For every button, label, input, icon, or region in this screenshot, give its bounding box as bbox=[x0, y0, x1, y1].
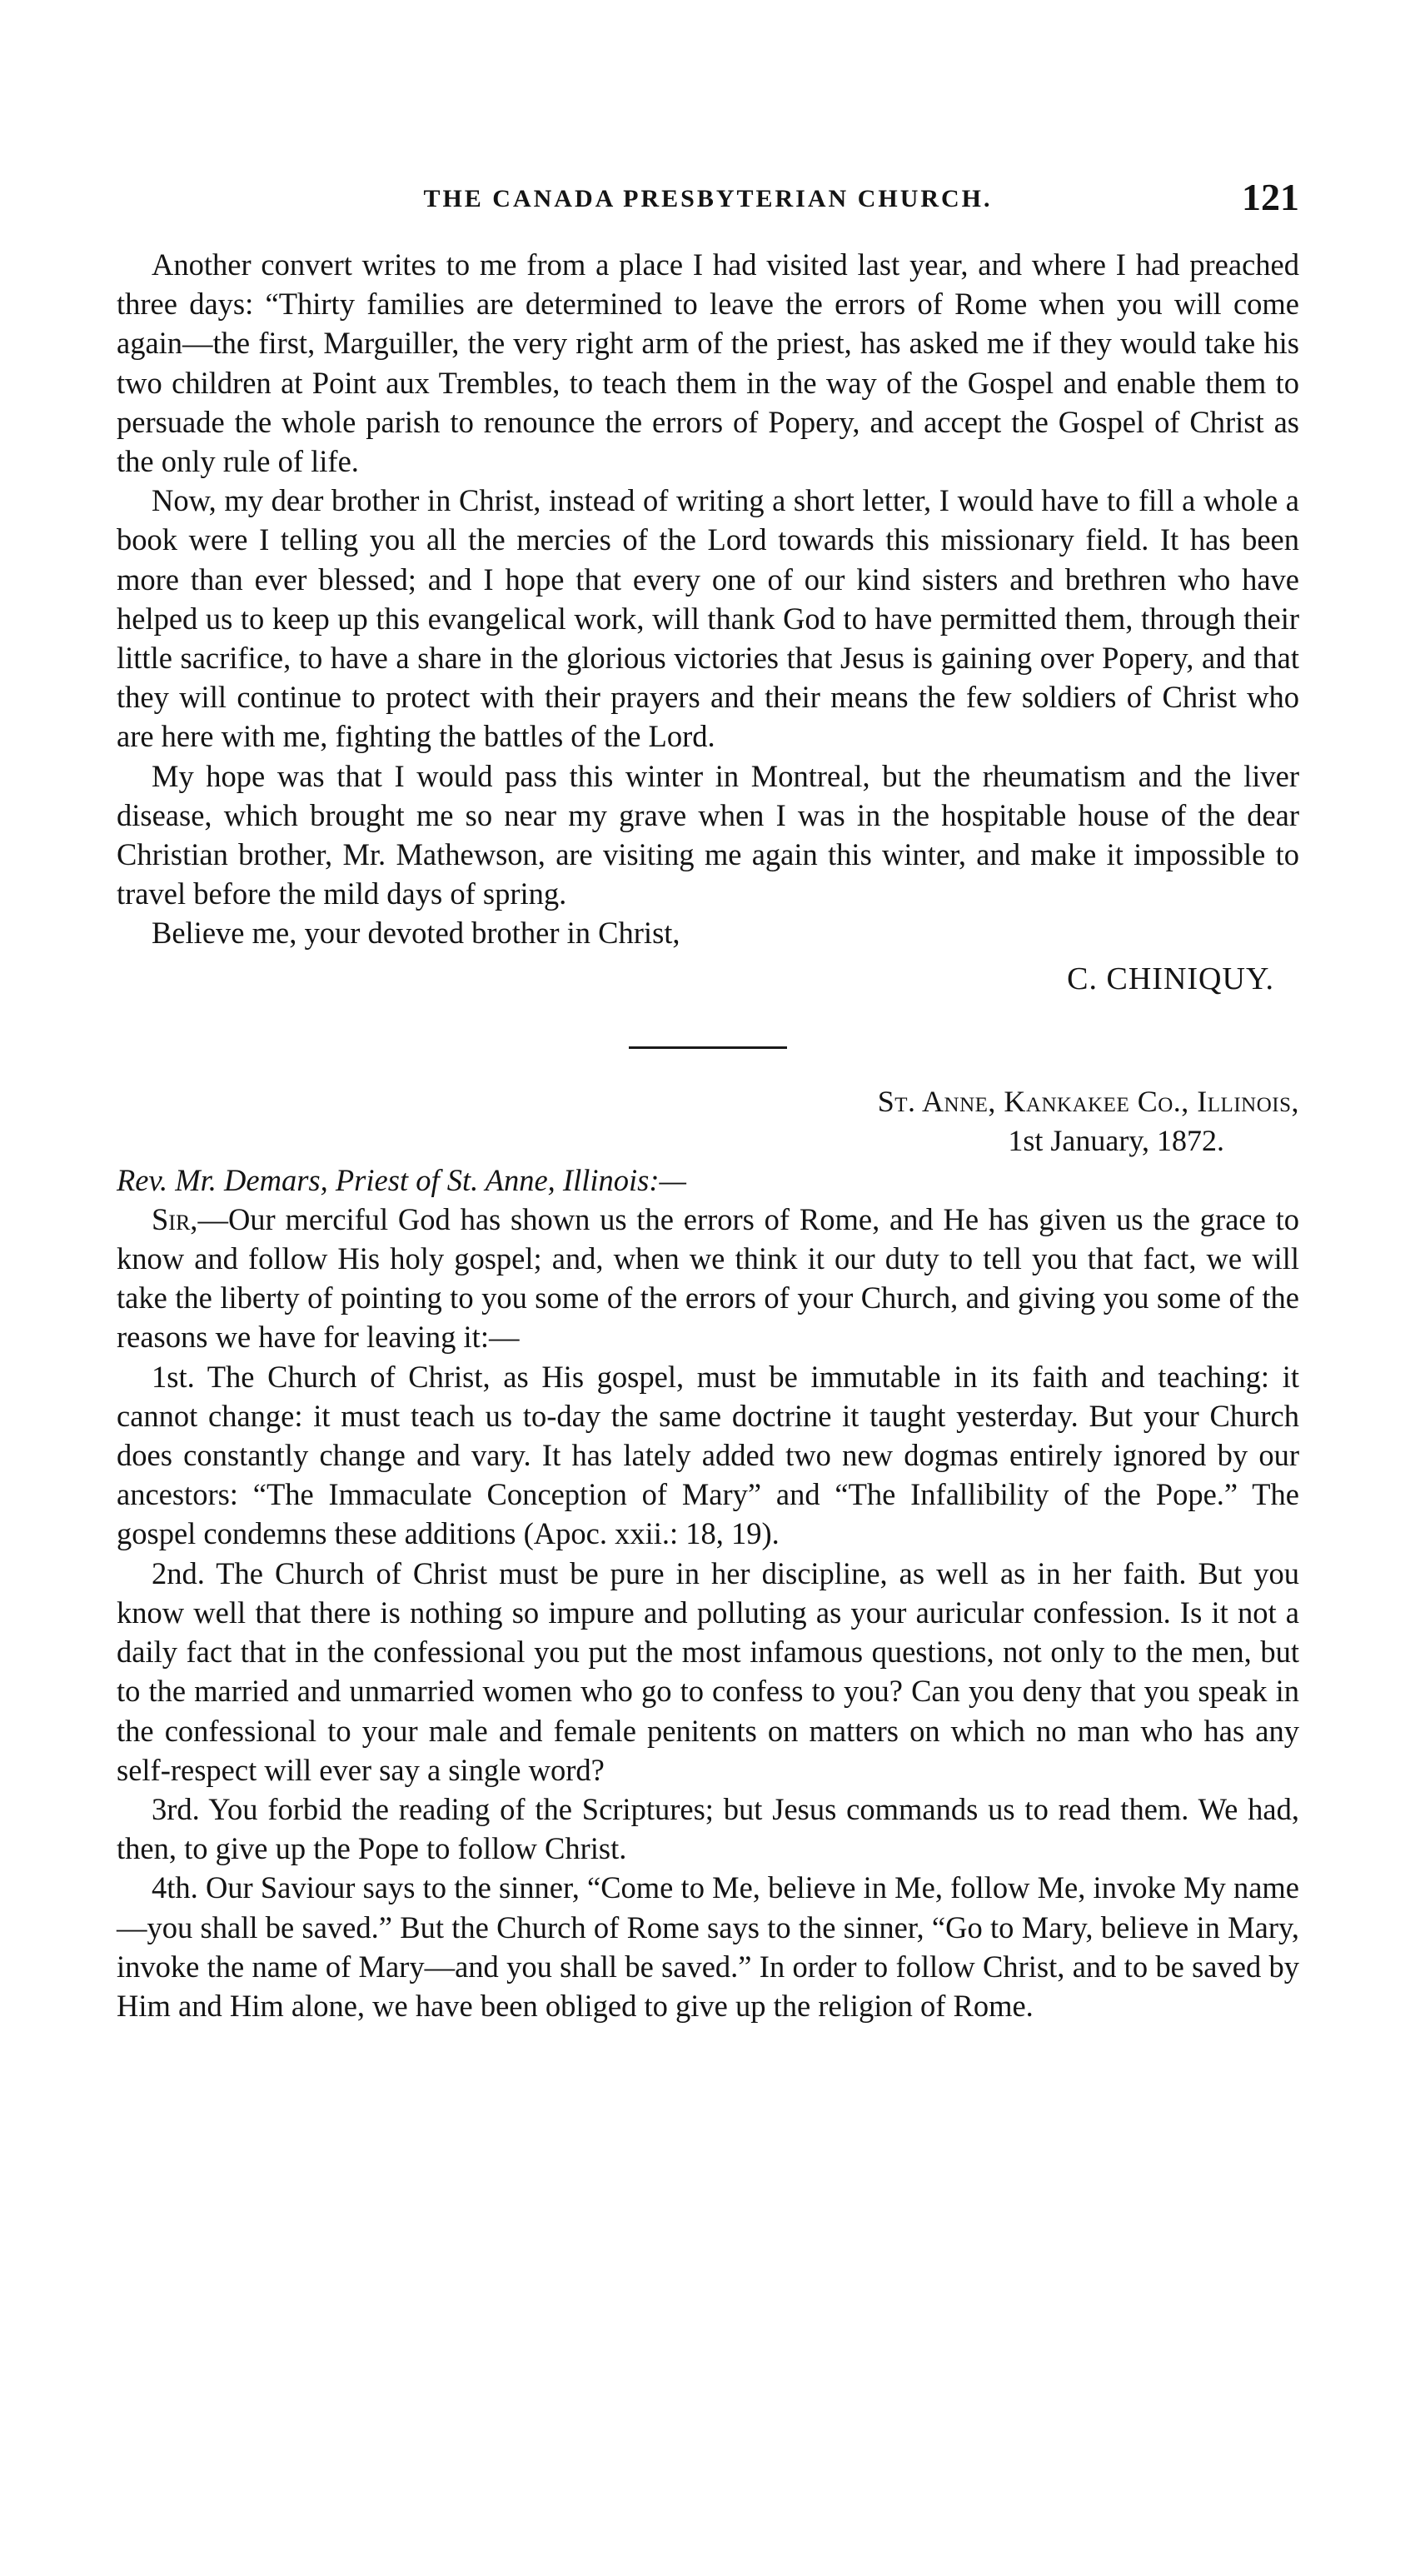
letter1-paragraph-3: My hope was that I would pass this winter in Montreal, but the rheumatism and the liver disease, which brought me so near my grave when I was in the hospitable house of the dear Christian brother, Mr. Mathewson, are visiting me again this winter, and make it impossible to travel before the mild days of spring. bbox=[117, 758, 1299, 911]
letter2-paragraph-2: 1st. The Church of Christ, as His gospel, must be immutable in its faith and teaching: it cannot change: it must teach us to-day the same doctrine it taught yesterday. But your Church does constantly change and vary. It has lately added two new dogmas entirely ignored by our ancestors: “The Immaculate Conception of Mary” and “The Infallibility of the Pope.” The gospel condemns these additions (Apoc. xxii.: 18, 19). bbox=[117, 1359, 1299, 1551]
letter2-paragraph-1 bbox=[117, 1200, 1299, 1357]
page-number: 121 bbox=[1242, 176, 1299, 218]
page bbox=[117, 175, 1299, 2025]
section-divider bbox=[629, 1046, 787, 1049]
letter1-closing: Believe me, your devoted brother in Christ, bbox=[152, 916, 680, 951]
letter2-sir: Sir, bbox=[152, 1201, 198, 1236]
letter1-signature: C. CHINIQUY. bbox=[1067, 961, 1274, 996]
running-title: THE CANADA PRESBYTERIAN CHURCH. bbox=[423, 185, 993, 212]
letter1-paragraph-1: Another convert writes to me from a place I had visited last year, and where I had preached three days: “Thirty families are determined to leave the errors of Rome when you will come again—the first, Marguiller, the very right arm of the priest, has asked me if they would take his two children at Point aux Trembles, to teach them in the way of the Gospel and enable them to persuade the whole parish to renounce the errors of Popery, and accept the Gospel of Christ as the only rule of life. bbox=[117, 247, 1299, 479]
running-head bbox=[117, 175, 1299, 225]
letter2-paragraph-3: 2nd. The Church of Christ must be pure in her discipline, as well as in her faith. But you know well that there is nothing so impure and polluting as your auricular confession. Is it not a daily fact that in the confessional you put the most infamous questions, not only to the men, but to the married and unmarried women who go to confess to you? Can you deny that you speak in the confessional to your male and female penitents on matters on which no man who has any self-respect will ever say a single word? bbox=[117, 1555, 1299, 1787]
letter2-paragraph-5: 4th. Our Saviour says to the sinner, “Come to Me, believe in Me, follow Me, invoke My name—you shall be saved.” But the Church of Rome says to the sinner, “Go to Mary, believe in Mary, invoke the name of Mary—and you shall be saved.” In order to follow Christ, and to be saved by Him and Him alone, we have been obliged to give up the religion of Rome. bbox=[117, 1870, 1299, 2023]
letter2-dateline-place: St. Anne, Kankakee Co., Illinois, bbox=[877, 1084, 1299, 1118]
letter2-paragraph-4: 3rd. You forbid the reading of the Scriptures; but Jesus commands us to read them. We had, then, to give up the Pope to follow Christ. bbox=[117, 1791, 1299, 1866]
letter1-paragraph-2: Now, my dear brother in Christ, instead of writing a short letter, I would have to fill a whole a book were I telling you all the mercies of the Lord towards this missionary field. It has been more than ever blessed; and I hope that every one of our kind sisters and brethren who have helped us to keep up this evangelical work, will thank God to have permitted them, through their little sacrifice, to have a share in the glorious victories that Jesus is gaining over Popery, and that they will continue to protect with their prayers and their means the few soldiers of Christ who are here with me, fighting the battles of the Lord. bbox=[117, 483, 1299, 754]
letter2-paragraph-1-text: —Our merciful God has shown us the errors of Rome, and He has given us the grace to know and follow His holy gospel; and, when we think it our duty to tell you that fact, we will take the liberty of pointing to you some of the errors of your Church, and giving you some of the reasons we have for leaving it:— bbox=[117, 1201, 1299, 1355]
letter2-salutation: Rev. Mr. Demars, Priest of St. Anne, Illinois:— bbox=[117, 1162, 686, 1197]
letter2-dateline-date: 1st January, 1872. bbox=[1008, 1123, 1224, 1157]
